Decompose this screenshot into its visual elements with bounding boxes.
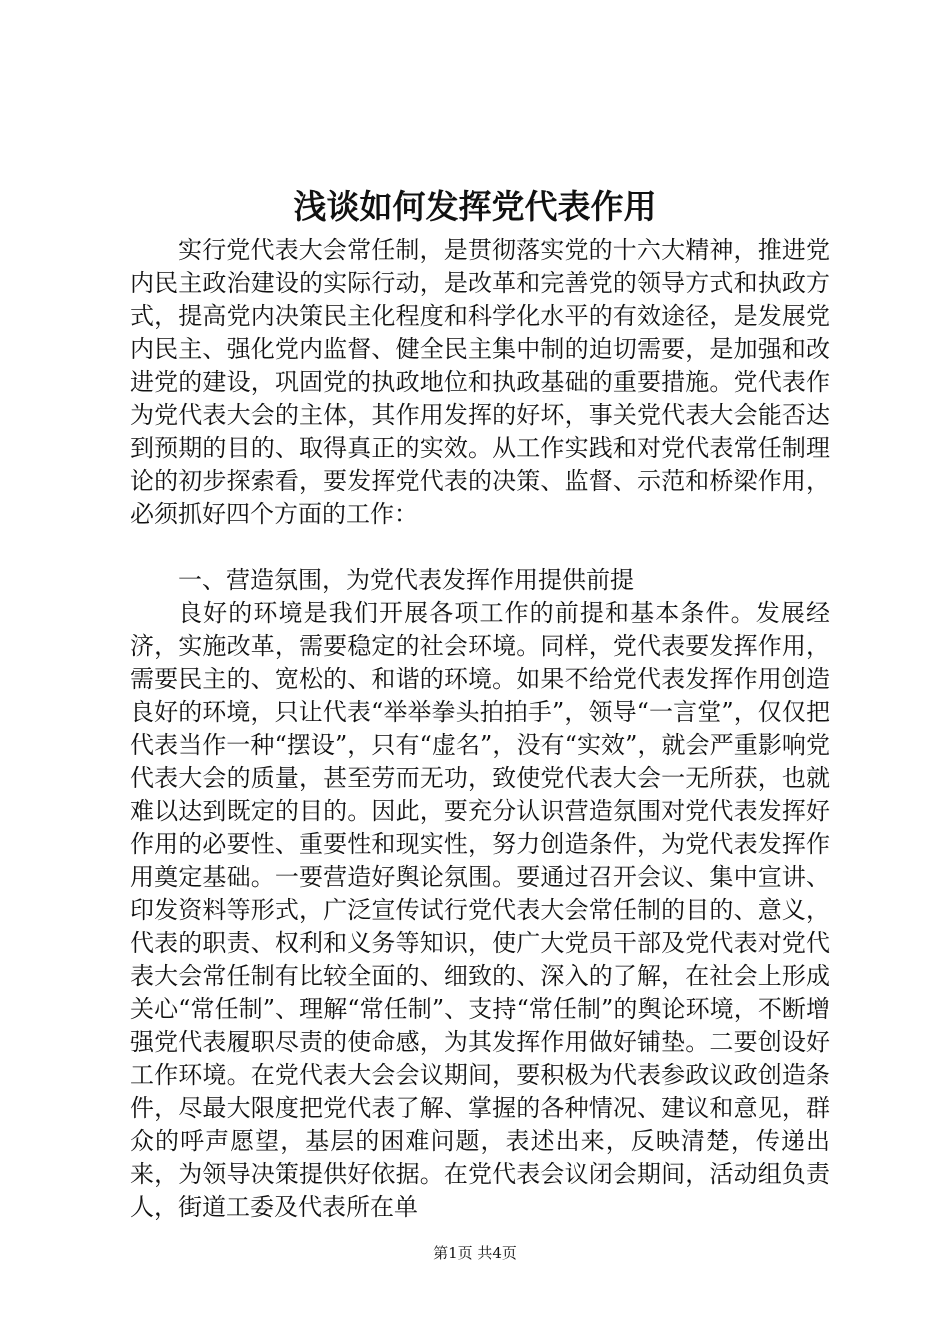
body-paragraph: 良好的环境是我们开展各项工作的前提和基本条件。发展经济，实施改革，需要稳定的社会环境。同样，党代表要发挥作用，需要民主的、宽松的、和谐的环境。如果不给党代表发挥作用创造良好的环境，只让代表“举举拳头拍拍手”，领导“一言堂”，仅仅把代表当作一种“摆设”，只有“虚名”，没有“实效”，就会严重影响党代表大会的质量，甚至劳而无功，致使党代表大会一无所获，也就难以达到既定的目的。因此，要充分认识营造氛围对党代表发挥好作用的必要性、重要性和现实性，努力创造条件，为党代表发挥作用奠定基础。一要营造好舆论氛围。要通过召开会议、集中宣讲、印发资料等形式，广泛宣传试行党代表大会常任制的目的、意义，代表的职责、权利和义务等知识，使广大党员干部及党代表对党代表大会常任制有比较全面的、细致的、深入的了解，在社会上形成关心“常任制”、理解“常任制”、支持“常任制”的舆论环境，不断增强党代表履职尽责的使命感，为其发挥作用做好铺垫。二要创设好工作环境。在党代表大会会议期间，要积极为代表参政议政创造条件，尽最大限度把党代表了解、掌握的各种情况、建议和意见，群众的呼声愿望，基层的困难问题，表述出来，反映清楚，传递出来，为领导决策提供好依据。在党代表会议闭会期间，活动组负责人，街道工委及代表所在单 [130,599,830,1221]
page-footer: 第1页 共4页 [433,1244,517,1262]
document-body [130,234,830,1224]
section-heading: 一、营造氛围，为党代表发挥作用提供前提 [178,566,634,594]
intro-paragraph: 实行党代表大会常任制，是贯彻落实党的十六大精神，推进党内民主政治建设的实际行动，是改革和完善党的领导方式和执政方式，提高党内决策民主化程度和科学化水平的有效途径，是发展党内民主、强化党内监督、健全民主集中制的迫切需要，是加强和改进党的建设，巩固党的执政地位和执政基础的重要措施。党代表作为党代表大会的主体，其作用发挥的好坏，事关党代表大会能否达到预期的目的、取得真正的实效。从工作实践和对党代表常任制理论的初步探索看，要发挥党代表的决策、监督、示范和桥梁作用，必须抓好四个方面的工作： [130,236,830,528]
document-title: 浅谈如何发挥党代表作用 [293,187,657,226]
